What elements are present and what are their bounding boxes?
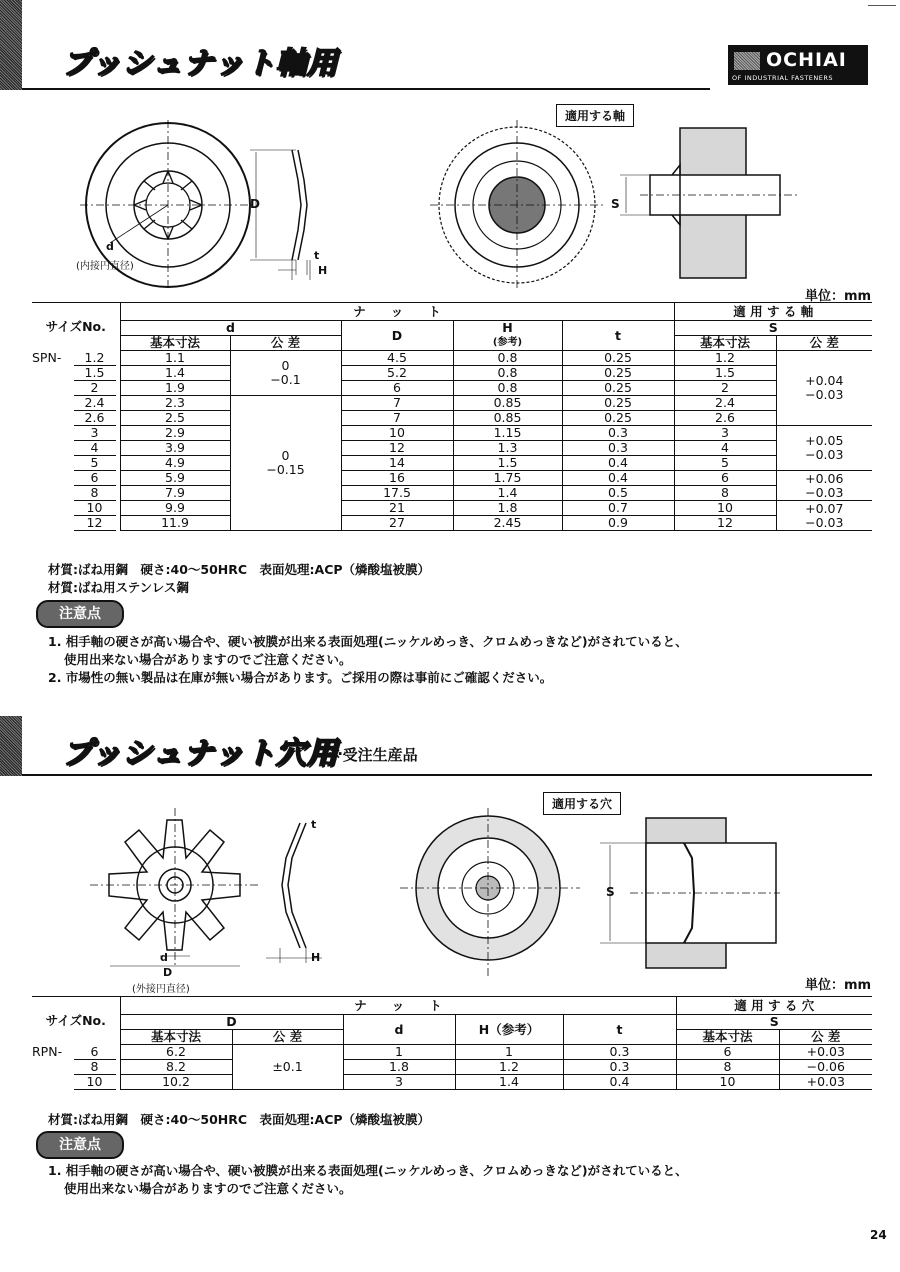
- S-basic-cell: 4: [674, 441, 776, 456]
- S-basic-cell: 1.2: [674, 351, 776, 366]
- D-cell: 27: [341, 516, 453, 531]
- size-cell: [32, 501, 120, 516]
- S-tol-cell: −0.06: [779, 1060, 872, 1075]
- ochiai-logo: [728, 45, 868, 85]
- d-tol-upper: 0: [281, 448, 290, 463]
- d-basic-cell: 2.5: [120, 411, 230, 426]
- H-cell: 0.85: [453, 396, 562, 411]
- table-row: [32, 411, 872, 426]
- logo-tagline: OF INDUSTRIAL FASTENERS: [732, 74, 834, 82]
- size-prefix: SPN-: [32, 349, 62, 365]
- section2-caution-badge: 注意点: [36, 1131, 124, 1159]
- size-prefix: RPN-: [32, 1043, 63, 1059]
- S-tol-upper: +0.06: [805, 470, 844, 486]
- nut2-group-header: ナ ッ ト: [120, 997, 676, 1015]
- label-t: t: [314, 249, 320, 262]
- section1-fit-label: 適用する軸: [556, 104, 634, 127]
- size-value: 3: [74, 426, 116, 441]
- S-basic-cell: 2.6: [674, 411, 776, 426]
- d-basic-cell: 2.9: [120, 426, 230, 441]
- logo-name: OCHIAI: [766, 49, 847, 71]
- section1-header-rule: [22, 88, 710, 90]
- section2-notes: [48, 1162, 688, 1198]
- S-basic-header: 基本寸法: [674, 336, 776, 351]
- D-cell: 5.2: [341, 366, 453, 381]
- S-basic-cell: 6: [674, 471, 776, 486]
- section1-diagram: [60, 120, 860, 290]
- S-tol-cell: +0.03: [779, 1045, 872, 1060]
- col2-H-header: H（参考）: [455, 1015, 563, 1045]
- label2-t: t: [311, 818, 317, 831]
- S-tol-upper: +0.04: [805, 373, 844, 388]
- d-cell: 1: [343, 1045, 455, 1060]
- table-row: [32, 351, 872, 366]
- table-row: [32, 366, 872, 381]
- section2-header-bar: [0, 716, 22, 776]
- size-cell: [32, 396, 120, 411]
- t-cell: 0.4: [562, 456, 674, 471]
- size-value: 4: [74, 441, 116, 456]
- d-tol-header: 公 差: [230, 336, 341, 351]
- D-cell: 14: [341, 456, 453, 471]
- size-value: 1.2: [74, 351, 116, 366]
- hole-group-header: 適 用 す る 穴: [676, 997, 872, 1015]
- section1-material-2: 材質:ばね用ステンレス鋼: [48, 580, 189, 595]
- section2-spec-table: [32, 996, 872, 1090]
- col2-D-header: D: [120, 1015, 343, 1030]
- D-basic-cell: 10.2: [120, 1075, 232, 1090]
- label-S: S: [611, 197, 620, 211]
- nut-group-header: ナ ッ ト: [120, 303, 674, 321]
- H-cell: 0.8: [453, 351, 562, 366]
- section2-title-note: ※受注生産品: [328, 746, 418, 764]
- d-basic-header: 基本寸法: [120, 336, 230, 351]
- S-basic-cell: 1.5: [674, 366, 776, 381]
- S-tol-cell: [776, 471, 872, 501]
- size-cell: [32, 381, 120, 396]
- H-cell: 1.75: [453, 471, 562, 486]
- corner-mark: [868, 5, 896, 6]
- d-tol-cell: [230, 396, 341, 531]
- S-tol-lower: −0.03: [805, 484, 844, 500]
- D-tol-cell: ±0.1: [232, 1045, 343, 1090]
- size-cell: [32, 441, 120, 456]
- d-tol-lower: −0.15: [266, 462, 305, 477]
- t-cell: 0.3: [563, 1060, 676, 1075]
- D-cell: 16: [341, 471, 453, 486]
- size-value: 2.4: [74, 396, 116, 411]
- label2-D: D: [163, 966, 173, 979]
- size-cell: [32, 471, 120, 486]
- hole-nut-front-view: [90, 808, 260, 966]
- section1-notes: [48, 633, 688, 687]
- label-H: H: [318, 264, 328, 277]
- logo-mark: [734, 52, 760, 70]
- section2-note-1a: 1. 相手軸の硬さが高い場合や、硬い被膜が出来る表面処理(ニッケルめっき、クロムめっきなど)がされていると、: [48, 1163, 688, 1178]
- label2-H: H: [311, 951, 321, 964]
- H-cell: 2.45: [453, 516, 562, 531]
- table-row: [32, 1060, 872, 1075]
- t-cell: 0.7: [562, 501, 674, 516]
- size-cell: [32, 1045, 120, 1060]
- section2-table-body: [32, 1045, 872, 1090]
- section2-header-rule: [22, 774, 872, 776]
- label-d: d: [106, 240, 114, 253]
- section2-title: プッシュナット穴用: [62, 736, 338, 771]
- section2-note-1b: 使用出来ない場合がありますのでご注意ください。: [64, 1181, 352, 1196]
- S-basic-cell: 3: [674, 426, 776, 441]
- t-cell: 0.25: [562, 396, 674, 411]
- d-basic-cell: 2.3: [120, 396, 230, 411]
- H-note-header: (参考): [453, 336, 562, 351]
- size-value: 10: [74, 1075, 116, 1090]
- H-cell: 1.8: [453, 501, 562, 516]
- table-row: [32, 516, 872, 531]
- t-cell: 0.25: [562, 381, 674, 396]
- d-cell: 1.8: [343, 1060, 455, 1075]
- section1-unit: 単位：mm: [805, 289, 872, 304]
- section1-note-2: 2. 市場性の無い製品は在庫が無い場合があります。ご採用の際は事前にご確認ください。: [48, 670, 553, 685]
- D-cell: 4.5: [341, 351, 453, 366]
- S-tol-lower: −0.03: [805, 514, 844, 530]
- D2-tol-header: 公 差: [232, 1030, 343, 1045]
- D-basic-cell: 6.2: [120, 1045, 232, 1060]
- S-tol-cell: [776, 351, 872, 426]
- table-row: [32, 426, 872, 441]
- section2-material-1: 材質:ばね用鋼 硬さ:40〜50HRC 表面処理:ACP（燐酸塩被膜）: [48, 1112, 431, 1127]
- t-cell: 0.4: [563, 1075, 676, 1090]
- label2-d: d: [160, 951, 168, 964]
- size-cell: [32, 366, 120, 381]
- d-basic-cell: 1.4: [120, 366, 230, 381]
- H-cell: 0.8: [453, 381, 562, 396]
- D-cell: 12: [341, 441, 453, 456]
- t-cell: 0.25: [562, 351, 674, 366]
- table-row: [32, 501, 872, 516]
- H-cell: 1.3: [453, 441, 562, 456]
- col-D-header: D: [341, 321, 453, 351]
- size-value: 6: [74, 471, 116, 486]
- shaft-fit-section-view: [620, 128, 800, 278]
- S-tol-upper: +0.07: [805, 500, 844, 516]
- size-value: 12: [74, 516, 116, 531]
- size-cell: [32, 516, 120, 531]
- t-cell: 0.3: [562, 426, 674, 441]
- col2-d-header: d: [343, 1015, 455, 1045]
- hole-fit-front-view: [400, 808, 580, 978]
- hole-fit-section-view: [600, 818, 780, 968]
- size-cell: [32, 486, 120, 501]
- size-value: 2: [74, 381, 116, 396]
- D-cell: 6: [341, 381, 453, 396]
- size-cell: [32, 1060, 120, 1075]
- table-row: [32, 471, 872, 486]
- col-size-header: サイズNo.: [32, 303, 120, 351]
- H-cell: 1.15: [453, 426, 562, 441]
- S-tol-cell: +0.03: [779, 1075, 872, 1090]
- S-tol-cell: [776, 501, 872, 531]
- d-tol-cell: [230, 351, 341, 396]
- H-cell: 1.2: [455, 1060, 563, 1075]
- shaft-group-header: 適 用 す る 軸: [674, 303, 872, 321]
- size-cell: [32, 426, 120, 441]
- D2-basic-header: 基本寸法: [120, 1030, 232, 1045]
- D-cell: 7: [341, 411, 453, 426]
- S-basic-cell: 8: [676, 1060, 779, 1075]
- H-cell: 0.8: [453, 366, 562, 381]
- S-basic-cell: 12: [674, 516, 776, 531]
- S-tol-cell: [776, 426, 872, 471]
- size-value: 6: [74, 1045, 116, 1060]
- page-number: 24: [870, 1228, 887, 1242]
- section1-note-1b: 使用出来ない場合がありますのでご注意ください。: [64, 652, 352, 667]
- S-basic-cell: 10: [676, 1075, 779, 1090]
- size-value: 8: [74, 1060, 116, 1075]
- section2-diagram: [90, 808, 790, 983]
- D-basic-cell: 8.2: [120, 1060, 232, 1075]
- d-basic-cell: 4.9: [120, 456, 230, 471]
- table-row: [32, 1045, 872, 1060]
- t-cell: 0.3: [562, 441, 674, 456]
- d-basic-cell: 11.9: [120, 516, 230, 531]
- d-basic-cell: 3.9: [120, 441, 230, 456]
- S-tol-header: 公 差: [776, 336, 872, 351]
- col-S-header: S: [674, 321, 872, 336]
- col-H-header: H: [453, 321, 562, 336]
- col-d-header: d: [120, 321, 341, 336]
- S-tol-upper: +0.05: [805, 433, 844, 448]
- H-cell: 1.5: [453, 456, 562, 471]
- S-basic-cell: 6: [676, 1045, 779, 1060]
- S-basic-cell: 8: [674, 486, 776, 501]
- S2-basic-header: 基本寸法: [676, 1030, 779, 1045]
- t-cell: 0.4: [562, 471, 674, 486]
- col2-t-header: t: [563, 1015, 676, 1045]
- size-cell: [32, 1075, 120, 1090]
- shaft-nut-side-view: [250, 150, 310, 280]
- table-row: [32, 381, 872, 396]
- t-cell: 0.3: [563, 1045, 676, 1060]
- d-basic-cell: 5.9: [120, 471, 230, 486]
- t-cell: 0.5: [562, 486, 674, 501]
- size-value: 1.5: [74, 366, 116, 381]
- S-tol-lower: −0.03: [805, 387, 844, 402]
- label2-S: S: [606, 885, 615, 899]
- section1-title: プッシュナット軸用: [62, 46, 338, 81]
- table-row: [32, 456, 872, 471]
- label2-D-note: (外接円直径): [132, 984, 190, 995]
- section1-material-1: 材質:ばね用鋼 硬さ:40〜50HRC 表面処理:ACP（燐酸塩被膜）: [48, 562, 431, 577]
- d-tol-lower: −0.1: [270, 372, 301, 387]
- table-row: [32, 441, 872, 456]
- col2-size-header: サイズNo.: [32, 997, 120, 1045]
- H-cell: 0.85: [453, 411, 562, 426]
- d-basic-cell: 9.9: [120, 501, 230, 516]
- D-cell: 21: [341, 501, 453, 516]
- d-basic-cell: 1.9: [120, 381, 230, 396]
- size-value: 5: [74, 456, 116, 471]
- shaft-fit-front-view: [430, 120, 605, 290]
- size-cell: [32, 456, 120, 471]
- section1-caution-badge: 注意点: [36, 600, 124, 628]
- S-basic-cell: 2.4: [674, 396, 776, 411]
- d-basic-cell: 1.1: [120, 351, 230, 366]
- size-cell: [32, 351, 120, 366]
- S-tol-lower: −0.03: [805, 447, 844, 462]
- section1-note-1a: 1. 相手軸の硬さが高い場合や、硬い被膜が出来る表面処理(ニッケルめっき、クロムめっきなど)がされていると、: [48, 634, 688, 649]
- label-D: D: [250, 197, 260, 211]
- t-cell: 0.9: [562, 516, 674, 531]
- table-row: [32, 1075, 872, 1090]
- S-basic-cell: 5: [674, 456, 776, 471]
- H-cell: 1.4: [453, 486, 562, 501]
- d-basic-cell: 7.9: [120, 486, 230, 501]
- col-t-header: t: [562, 321, 674, 351]
- label-d-note: (内接円直径): [76, 261, 134, 272]
- col2-S-header: S: [676, 1015, 872, 1030]
- table-row: [32, 396, 872, 411]
- d-tol-upper: 0: [281, 358, 290, 373]
- size-value: 10: [74, 501, 116, 516]
- H-cell: 1.4: [455, 1075, 563, 1090]
- size-value: 8: [74, 486, 116, 501]
- t-cell: 0.25: [562, 366, 674, 381]
- section1-spec-table: [32, 302, 872, 531]
- S-basic-cell: 10: [674, 501, 776, 516]
- hole-nut-side-view: [266, 823, 322, 963]
- D-cell: 7: [341, 396, 453, 411]
- section1-header-bar: [0, 0, 22, 90]
- d-cell: 3: [343, 1075, 455, 1090]
- section1-table-body: [32, 351, 872, 531]
- table-row: [32, 486, 872, 501]
- section2-fit-label: 適用する穴: [543, 792, 621, 815]
- D-cell: 17.5: [341, 486, 453, 501]
- t-cell: 0.25: [562, 411, 674, 426]
- S2-tol-header: 公 差: [779, 1030, 872, 1045]
- size-cell: [32, 411, 120, 426]
- section2-unit: 単位：mm: [805, 978, 872, 993]
- D-cell: 10: [341, 426, 453, 441]
- H-cell: 1: [455, 1045, 563, 1060]
- S-basic-cell: 2: [674, 381, 776, 396]
- size-value: 2.6: [74, 411, 116, 426]
